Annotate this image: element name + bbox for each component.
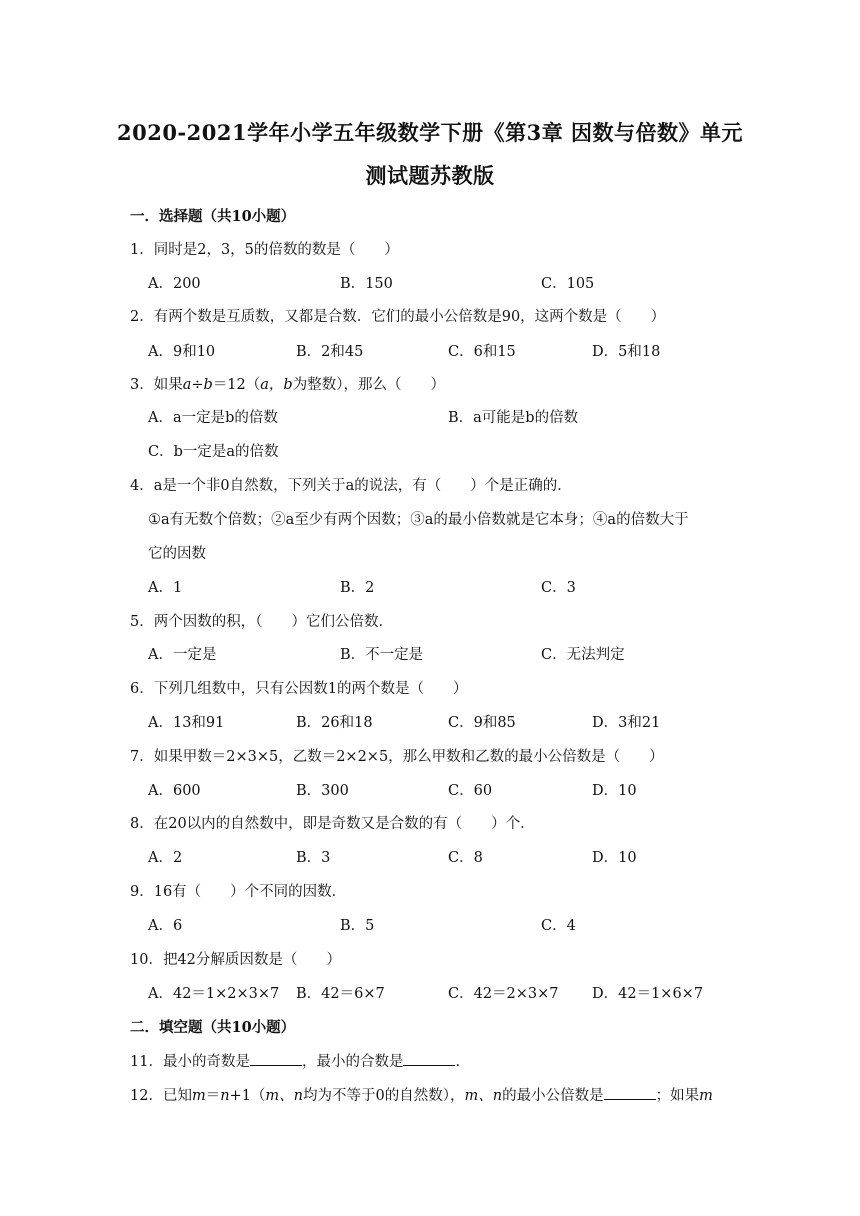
question-3-stem — [130, 373, 445, 394]
question-12-part2: +1（ — [229, 1088, 266, 1104]
section-heading-choice: 一．选择题（共10小题） — [130, 208, 296, 225]
question-3-option-b: B．a可能是b的倍数 — [448, 410, 579, 426]
question-7-option-b: B．300 — [296, 783, 349, 799]
question-6-option-c: C．9和85 — [448, 715, 516, 731]
question-6-option-a: A．13和91 — [148, 715, 225, 731]
question-12-vars-2: m、n — [464, 1088, 503, 1104]
question-8-option-a: A．2 — [148, 850, 183, 866]
question-10-stem: 10．把42分解质因数是（ ） — [130, 952, 341, 968]
question-12-vars-1: m、n — [265, 1088, 304, 1104]
question-1-option-b: B．150 — [340, 276, 393, 292]
question-9-stem: 9．16有（ ）个不同的因数． — [130, 884, 347, 900]
question-7-stem: 7．如果甲数＝2×3×5，乙数＝2×2×5，那么甲数和乙数的最小公倍数是（ ） — [130, 749, 664, 765]
question-4-statements: ①a有无数个倍数；②a至少有两个因数；③a的最小倍数就是它本身；④a的倍数大于 — [148, 512, 689, 528]
question-11-stem — [130, 1050, 470, 1071]
question-2-option-b: B．2和45 — [296, 344, 364, 360]
question-9-option-c: C．4 — [541, 918, 576, 934]
question-3-expression: a÷b — [182, 377, 213, 393]
question-11-blank-1[interactable] — [250, 1051, 302, 1066]
question-2-stem: 2．有两个数是互质数，又都是合数．它们的最小公倍数是90，这两个数是（ ） — [130, 309, 666, 325]
question-12-var-m-end: m — [699, 1088, 713, 1104]
question-12-equals: ＝ — [205, 1088, 221, 1104]
question-6-option-d: D．3和21 — [592, 715, 661, 731]
question-3-stem-part3: 为整数），那么（ ） — [292, 377, 445, 393]
question-12-part4: 的最小公倍数是 — [502, 1088, 604, 1104]
question-10-option-d: D．42＝1×6×7 — [592, 986, 704, 1002]
question-11-part2: ，最小的合数是 — [301, 1054, 404, 1070]
document-title-line2: 测试题苏教版 — [365, 163, 495, 188]
question-1-stem: 1．同时是2，3，5的倍数的数是（ ） — [130, 242, 399, 258]
question-11-blank-2[interactable] — [403, 1051, 455, 1066]
question-2-option-d: D．5和18 — [592, 344, 661, 360]
question-12-part1: 12．已知 — [130, 1088, 192, 1104]
question-8-option-b: B．3 — [296, 850, 331, 866]
question-12-part3: 均为不等于0的自然数）， — [303, 1088, 465, 1104]
question-9-option-a: A．6 — [148, 918, 183, 934]
question-3-stem-part1: 3．如果 — [130, 377, 183, 393]
question-5-option-c: C．无法判定 — [541, 647, 625, 663]
question-12-blank-1[interactable] — [604, 1085, 656, 1100]
question-8-option-c: C．8 — [448, 850, 483, 866]
question-3-variables: a，b — [260, 377, 293, 393]
question-4-option-c: C．3 — [541, 580, 576, 596]
question-11-part3: ． — [455, 1054, 470, 1070]
question-11-part1: 11．最小的奇数是 — [130, 1054, 250, 1070]
question-10-option-c: C．42＝2×3×7 — [448, 986, 559, 1002]
question-12-var-m: m — [191, 1088, 206, 1104]
question-7-option-a: A．600 — [148, 783, 201, 799]
question-12-var-n: n — [220, 1088, 230, 1104]
question-5-option-a: A．一定是 — [148, 647, 217, 663]
document-title-line1: 2020-2021学年小学五年级数学下册《第3章 因数与倍数》单元 — [116, 120, 744, 145]
question-2-option-a: A．9和10 — [148, 344, 216, 360]
question-10-option-b: B．42＝6×7 — [296, 986, 385, 1002]
question-5-option-b: B．不一定是 — [340, 647, 424, 663]
question-6-option-b: B．26和18 — [296, 715, 373, 731]
question-7-option-d: D．10 — [592, 783, 637, 799]
question-6-stem: 6．下列几组数中，只有公因数1的两个数是（ ） — [130, 681, 468, 697]
question-2-option-c: C．6和15 — [448, 344, 516, 360]
question-4-stem: 4．a是一个非0自然数，下列关于a的说法，有（ ）个是正确的． — [130, 478, 572, 494]
question-3-option-a: A．a一定是b的倍数 — [148, 410, 278, 426]
question-4-statements-cont: 它的因数 — [148, 546, 206, 562]
question-4-option-a: A．1 — [148, 580, 183, 596]
question-3-option-c: C．b一定是a的倍数 — [148, 444, 279, 460]
question-12-stem — [130, 1084, 713, 1105]
section-heading-fill: 二．填空题（共10小题） — [130, 1019, 296, 1036]
question-5-stem: 5．两个因数的积，（ ）它们公倍数． — [130, 614, 393, 630]
question-12-part5: ；如果 — [655, 1088, 700, 1104]
question-9-option-b: B．5 — [340, 918, 375, 934]
question-3-stem-part2: ＝12（ — [212, 377, 261, 393]
question-8-stem: 8．在20以内的自然数中，即是奇数又是合数的有（ ）个． — [130, 816, 535, 832]
question-8-option-d: D．10 — [592, 850, 637, 866]
question-4-option-b: B．2 — [340, 580, 375, 596]
question-1-option-a: A．200 — [148, 276, 201, 292]
question-10-option-a: A．42＝1×2×3×7 — [148, 986, 280, 1002]
question-1-option-c: C．105 — [541, 276, 595, 292]
question-7-option-c: C．60 — [448, 783, 493, 799]
